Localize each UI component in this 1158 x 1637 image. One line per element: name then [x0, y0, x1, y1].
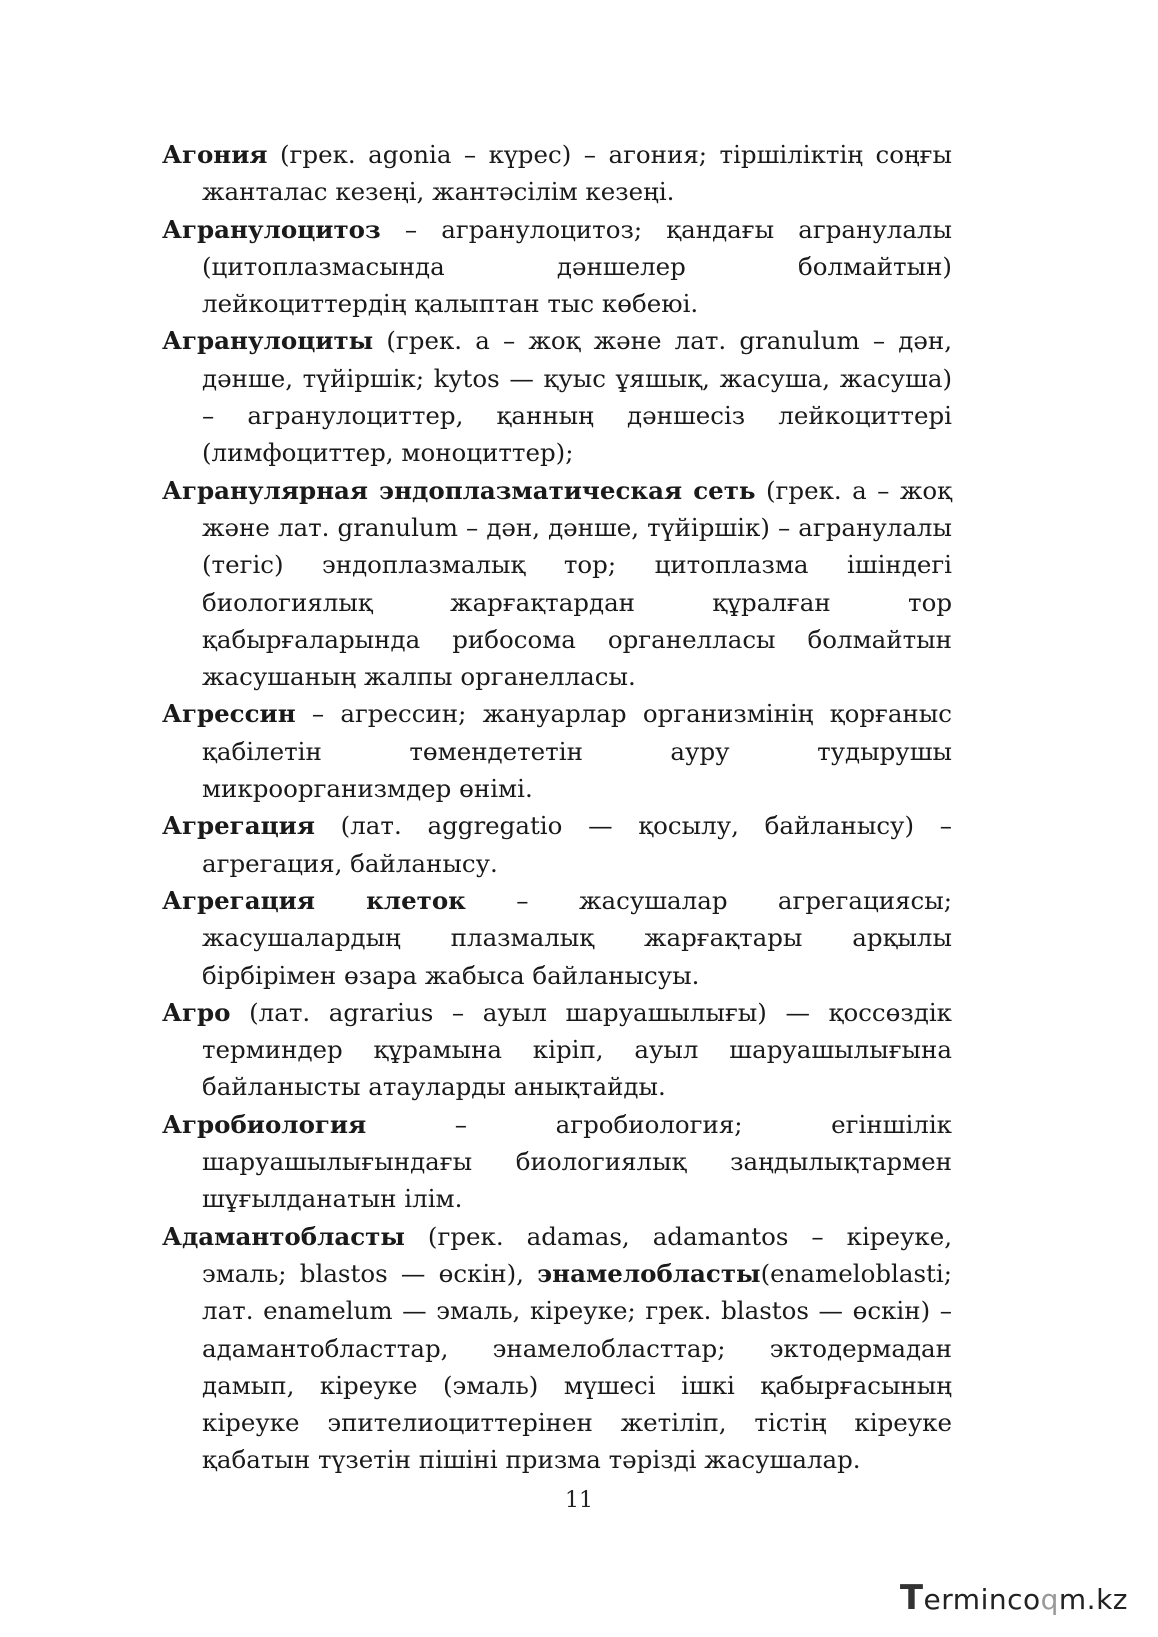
entry-headword: Агрессин — [162, 699, 296, 729]
site-watermark — [900, 1578, 1128, 1618]
entry-text: – агрессин; жануарлар организмінің қорғаныс қабілетін төмендететін ауру тудырушы микроорганизмдер өнімі. — [202, 699, 952, 804]
entry-text: (грек. agonia – күрес) – агония; тіршіліктің соңғы жанталас кезеңі, жантәсілім кезеңі. — [202, 140, 952, 207]
entry-headword: Агранулоциты — [162, 326, 374, 356]
entry-headword: Агония — [162, 140, 268, 169]
entry — [162, 882, 952, 994]
entry-text: (грек. adamas, adamantos – кіреуке, эмаль; blastos — өскін), — [202, 1221, 952, 1288]
entry-text: – агранулоцитоз; қандағы агранулалы (цитоплазмасында дәншелер болмайтын) лейкоциттердің қалыптан тыс көбеюі. — [202, 214, 952, 319]
entries-list — [162, 136, 952, 1479]
page-number: 11 — [565, 1488, 593, 1513]
watermark-magnifier-icon: q — [1040, 1583, 1059, 1616]
entry-headword: Агрегация — [162, 811, 315, 841]
entry-secondary-headword: энамелобласты — [537, 1258, 761, 1288]
entry — [162, 1218, 952, 1479]
watermark-end: m.kz — [1058, 1583, 1128, 1616]
entry — [162, 807, 952, 882]
entry-text: – жасушалар агрегациясы; жасушалардың плазмалық жарғақтары арқылы бірбірімен өзара жабыса байланысуы. — [202, 885, 953, 990]
entry-text: – агробиология; егіншілік шаруашылығындағы биологиялық заңдылықтармен шұғылданатын ілім. — [202, 1109, 952, 1214]
entry-text: (грек. а – жоқ және лат. granulum – дән, дәнше, түйіршік) – агранулалы (тегіс) эндоплазмалық тор; цитоплазма ішіндегі биологиялық жарғақтардан құралған тор қабырғаларында рибосома органелласы болмайтын жасушаның жалпы органелласы. — [202, 475, 952, 692]
entry — [162, 695, 952, 807]
entry-text-continued: (enameloblasti; лат. enamelum — эмаль, кіреуке; грек. blastos — өскін) – адамантобласттар, энамелобласттар; эктодермадан дамып, кіреуке (эмаль) мүшесі ішкі қабырғасының кіреуке эпителиоциттерінен жетіліп, тістің кіреуке қабатын түзетін пішіні призма тәрізді жасушалар. — [202, 1258, 952, 1475]
entry-headword: Агробиология — [162, 1109, 367, 1139]
entry — [162, 136, 952, 211]
watermark-middle: ermincо — [923, 1583, 1041, 1616]
entry-headword: Агро — [162, 997, 231, 1027]
entry — [162, 1106, 952, 1218]
entry — [162, 322, 952, 471]
watermark-initial: T — [899, 1578, 924, 1618]
entry — [162, 472, 952, 696]
entry-text: (лат. aggregatio — қосылу, байланысу) – агрегация, байланысу. — [202, 811, 952, 878]
entry-text: (лат. agrarius – ауыл шаруашылығы) — қоссөздік терминдер құрамына кіріп, ауыл шаруашылығына байланысты атауларды анықтайды. — [202, 997, 952, 1102]
entry-headword: Адамантобласты — [162, 1221, 405, 1251]
entry-headword: Агранулярная эндоплазматическая сеть — [162, 475, 756, 505]
entry-headword: Агранулоцитоз — [162, 214, 381, 244]
entry-text: (грек. а – жоқ және лат. granulum – дән, дәнше, түйіршік; kytos — қуыс ұяшық, жасуша, жасуша) – агранулоциттер, қанның дәншесіз лейкоциттері (лимфоциттер, моноциттер); — [202, 326, 952, 468]
entry — [162, 994, 952, 1106]
entry-headword: Агрегация клеток — [162, 885, 466, 915]
entry — [162, 211, 952, 323]
